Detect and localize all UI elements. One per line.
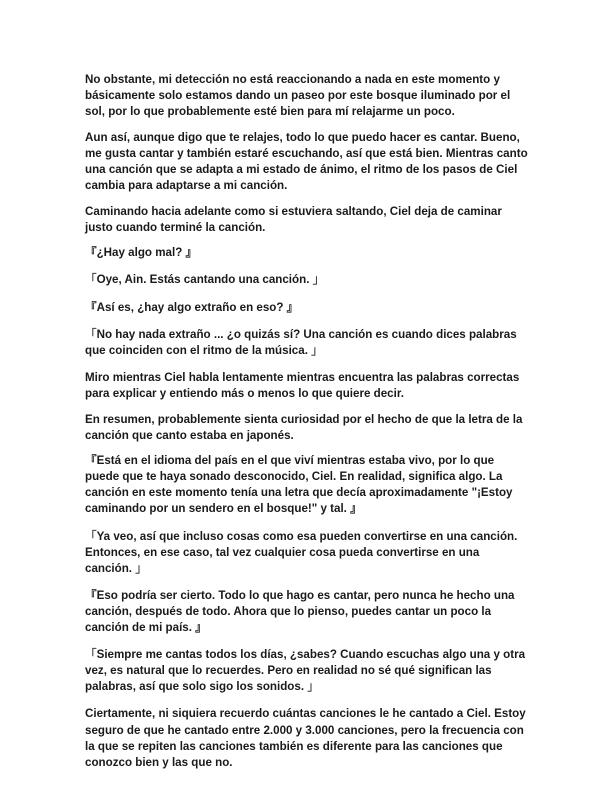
paragraph-3: Caminando hacia adelante como si estuviera saltando, Ciel deja de caminar justo cuando terminé la canción. xyxy=(85,204,502,234)
dialogue-3: 『Así es, ¿hay algo extraño en eso? 』 xyxy=(85,300,299,314)
dialogue-5: 『Está en el idioma del país en el que viví mientras estaba vivo, por lo que puede que te haya sonado desconocido, Ciel. En realidad, significa algo. La canción en este momento tenía una letra que decía aproximadamente "¡Estoy caminando por un sendero en el bosque!" y tal. 』 xyxy=(85,454,513,516)
dialogue-2: 「Oye, Ain. Estás cantando una canción. 」 xyxy=(85,273,325,287)
dialogue-1: 『¿Hay algo mal? 』 xyxy=(85,246,198,260)
dialogue-8: 「Siempre me cantas todos los días, ¿sabes? Cuando escuchas algo una y otra vez, es natural que lo recuerdes. Pero en realidad no sé qué significan las palabras, así que solo sigo los sonidos. 」 xyxy=(85,648,526,694)
paragraph-2: Aun así, aunque digo que te relajes, todo lo que puedo hacer es cantar. Bueno, me gusta cantar y también estaré escuchando, así que está bien. Mientras canto una canción que se adapta a mi estado de ánimo, el ritmo de los pasos de Ciel cambia para adaptarse a mi canción. xyxy=(85,130,528,193)
dialogue-6: 「Ya veo, así que incluso cosas como esa pueden convertirse en una canción. Entonces, en ese caso, tal vez cualquier cosa pueda convertirse en una canción. 」 xyxy=(85,529,518,575)
dialogue-4: 「No hay nada extraño ... ¿o quizás sí? Una canción es cuando dices palabras que coinciden con el ritmo de la música. 」 xyxy=(85,327,517,357)
paragraph-6: Ciertamente, ni siquiera recuerdo cuántas canciones le he cantado a Ciel. Estoy seguro de que he cantado entre 2.000 y 3.000 canciones, pero la frecuencia con la que se repiten las canciones también es diferente para las canciones que conozco bien y las que no. xyxy=(85,707,526,769)
paragraph-5: En resumen, probablemente sienta curiosidad por el hecho de que la letra de la canción que canto estaba en japonés. xyxy=(85,412,523,442)
paragraph-1: No obstante, mi detección no está reaccionando a nada en este momento y básicamente solo estamos dando un paseo por este bosque iluminado por el sol, por lo que probablemente esté bien para mí relajarme un poco. xyxy=(85,73,511,119)
paragraph-4: Miro mientras Ciel habla lentamente mientras encuentra las palabras correctas para explicar y entiendo más o menos lo que quiere decir. xyxy=(85,370,520,400)
dialogue-7: 『Eso podría ser cierto. Todo lo que hago es cantar, pero nunca he hecho una canción, después de todo. Ahora que lo pienso, puedes cantar un poco la canción de mi país. 』 xyxy=(85,588,515,635)
